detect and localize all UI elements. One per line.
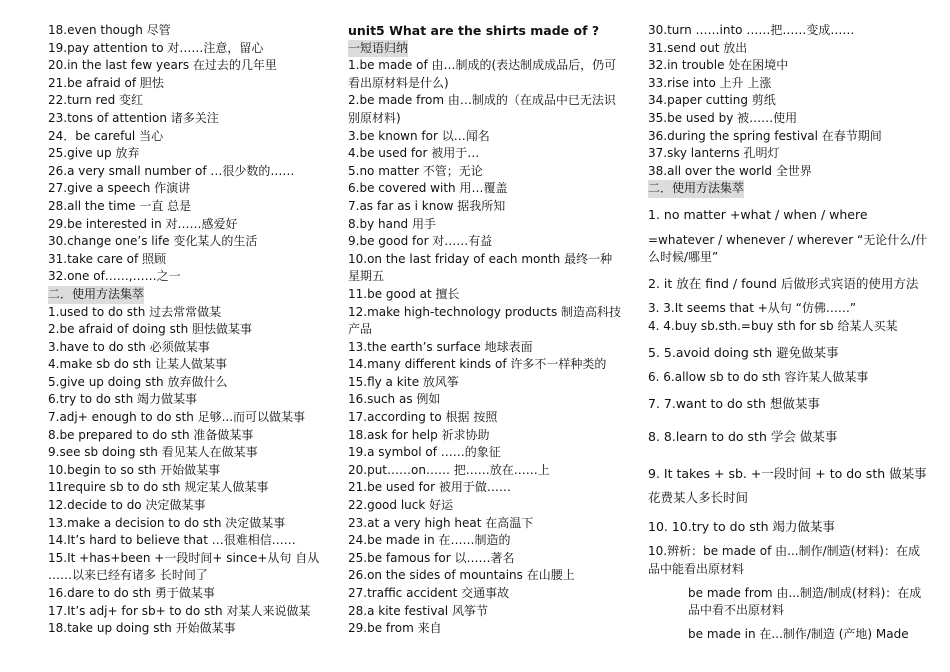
- list-item: =whatever / whenever / wherever “无论什么/什么时候/哪里”: [648, 232, 928, 265]
- list-item: 10.begin to so sth 开始做某事: [48, 462, 221, 477]
- list-item: 22.turn red 变红: [48, 93, 144, 108]
- list-item: 30.turn ……into ……把……变成……: [648, 23, 855, 37]
- list-item: ……以来已经有诸多 长时间了: [48, 568, 208, 583]
- section-heading: 二．使用方法集萃: [648, 180, 744, 198]
- list-item: 37.sky lanterns 孔明灯: [648, 146, 780, 161]
- list-item: 10. 10.try to do sth 竭力做某事: [648, 518, 836, 534]
- list-item: 33.rise into 上升 上涨: [648, 75, 772, 90]
- list-item: 5.no matter 不管；无论: [348, 163, 483, 178]
- list-item: 13.make a decision to do sth 决定做某事: [48, 515, 286, 530]
- column-middle: [348, 22, 624, 638]
- phrase-list-continued: [648, 22, 930, 180]
- list-item: 21.be used for 被用于做……: [348, 480, 511, 495]
- phrase-list-continued: [48, 22, 328, 286]
- list-item: 16.such as 例如: [348, 392, 441, 407]
- list-item: 36.during the spring festival 在春节期间: [648, 128, 882, 143]
- list-item: 2. it 放在 find / found 后做形式宾语的使用方法: [648, 275, 919, 291]
- list-item: 7.as far as i know 据我所知: [348, 198, 506, 213]
- list-item: 25.give up 放弃: [48, 146, 140, 161]
- list-item: 21.be afraid of 胆怯: [48, 75, 164, 90]
- list-item: 24.be made in 在……制造的: [348, 533, 511, 548]
- list-item: 6.try to do sth 竭力做某事: [48, 392, 198, 407]
- list-item: 25.be famous for 以……著名: [348, 550, 515, 565]
- list-item: 28.all the time 一直 总是: [48, 198, 192, 213]
- column-left: [48, 22, 328, 638]
- list-item: 27.give a speech 作演讲: [48, 181, 191, 196]
- list-item: 15.It +has+been +一段时间+ since+从句 自从: [48, 550, 320, 565]
- list-item: 18.ask for help 祈求协助: [348, 427, 490, 442]
- list-item: 24．be careful 当心: [48, 128, 164, 143]
- list-item: 23.tons of attention 诸多关注: [48, 110, 219, 125]
- list-item: 13.the earth’s surface 地球表面: [348, 339, 533, 354]
- unit-title: unit5 What are the shirts made of ?: [348, 23, 600, 38]
- list-item: 6. 6.allow sb to do sth 容许某人做某事: [648, 370, 869, 385]
- list-item: 1. no matter +what / when / where: [648, 206, 868, 222]
- list-item: 29.be interested in 对……感爱好: [48, 216, 238, 231]
- list-item: 12.make high-technology products 制造高科技产品: [348, 304, 622, 337]
- list-item: 6.be covered with 用…覆盖: [348, 181, 508, 196]
- list-item: 26.on the sides of mountains 在山腰上: [348, 568, 575, 583]
- list-item: 29.be from 来自: [348, 621, 442, 636]
- list-item: 9. It takes + sb. +一段时间 + to do sth 做某事花费某人多长时间: [648, 465, 927, 505]
- list-item: 2.be made from 由…制成的（在成品中已无法识别原材料): [348, 93, 616, 125]
- list-item: 2.be afraid of doing sth 胆怯做某事: [48, 322, 252, 337]
- list-item: 9.see sb doing sth 看见某人在做某事: [48, 445, 258, 460]
- list-item: 32.one of……,……之一: [48, 269, 181, 284]
- section-heading: 二．使用方法集萃: [48, 286, 144, 304]
- list-item: 3. 3.It seems that +从句 “仿佛……”: [648, 301, 857, 316]
- phrase-list: [348, 57, 624, 638]
- list-item: 8.by hand 用手: [348, 216, 436, 231]
- list-item: 38.all over the world 全世界: [648, 163, 812, 178]
- list-item: 14.many different kinds of 许多不一样种类的: [348, 357, 607, 372]
- list-item: 11.be good at 擅长: [348, 286, 460, 301]
- list-item: 4.make sb do sth 让某人做某事: [48, 357, 228, 372]
- list-item: 15.fly a kite 放风筝: [348, 374, 459, 389]
- list-item: 27.traffic accident 交通事故: [348, 586, 510, 600]
- list-item: 20.in the last few years 在过去的几年里: [48, 58, 277, 73]
- list-item: 3.be known for 以…闻名: [348, 128, 490, 143]
- list-item: 3.have to do sth 必须做某事: [48, 339, 210, 354]
- list-item: 4.be used for 被用于…: [348, 146, 480, 161]
- list-item: 10.辨析：be made of 由...制作/制造(材料)：在成品中能看出原材料: [648, 544, 920, 577]
- usage-list: [648, 206, 930, 644]
- list-item: 17.It’s adj+ for sb+ to do sth 对某人来说做某: [48, 603, 311, 618]
- list-item: 19.a symbol of ……的象征: [348, 445, 501, 460]
- list-item: 26.a very small number of …很少数的……: [48, 163, 295, 178]
- column-right: [648, 22, 930, 643]
- list-item: be made from 由...制造/制成(材料)：在成品中看不出原材料: [688, 585, 922, 618]
- usage-list: [48, 304, 328, 638]
- list-item: 10.on the last friday of each month 最终一种星期五: [348, 251, 613, 284]
- list-item: 4. 4.buy sb.sth.=buy sth for sb 给某人买某: [648, 318, 898, 333]
- list-item: 1.used to do sth 过去常常做某: [48, 304, 222, 319]
- list-item: 31.send out 放出: [648, 40, 748, 55]
- list-item: 20.put……on…… 把……放在……上: [348, 462, 550, 477]
- list-item: 18.take up doing sth 开始做某事: [48, 621, 236, 636]
- list-item: 12.decide to do 决定做某事: [48, 498, 206, 513]
- list-item: 19.pay attention to 对……注意，留心: [48, 40, 264, 55]
- list-item: 7.adj+ enough to do sth 足够...而可以做某事: [48, 410, 306, 425]
- list-item: 35.be used by 被……使用: [648, 110, 798, 125]
- list-item: 14.It’s hard to believe that …很难相信……: [48, 533, 296, 548]
- list-item: 1.be made of 由…制成的(表达制成成品后，仍可看出原材料是什么): [348, 58, 617, 90]
- list-item: 22.good luck 好运: [348, 498, 454, 513]
- list-item: 16.dare to do sth 勇于做某事: [48, 586, 215, 600]
- list-item: 32.in trouble 处在困境中: [648, 58, 789, 73]
- list-item: 9.be good for 对……有益: [348, 234, 493, 249]
- list-item: 18.even though 尽管: [48, 23, 171, 37]
- list-item: 8. 8.learn to do sth 学会 做某事: [648, 429, 838, 445]
- list-item: be made in 在...制作/制造 (产地) Made: [688, 626, 909, 641]
- list-item: 17.according to 根据 按照: [348, 410, 498, 425]
- list-item: 34.paper cutting 剪纸: [648, 93, 776, 108]
- section-heading: 一短语归纳: [348, 40, 408, 58]
- list-item: 23.at a very high heat 在高温下: [348, 515, 534, 530]
- list-item: 11require sb to do sth 规定某人做某事: [48, 480, 269, 495]
- list-item: 31.take care of 照顾: [48, 251, 167, 266]
- list-item: 5.give up doing sth 放弃做什么: [48, 374, 228, 389]
- list-item: 28.a kite festival 风筝节: [348, 603, 488, 618]
- list-item: 8.be prepared to do sth 准备做某事: [48, 427, 254, 442]
- list-item: 5. 5.avoid doing sth 避免做某事: [648, 344, 839, 360]
- list-item: 30.change one’s life 变化某人的生活: [48, 234, 258, 249]
- list-item: 7. 7.want to do sth 想做某事: [648, 395, 820, 411]
